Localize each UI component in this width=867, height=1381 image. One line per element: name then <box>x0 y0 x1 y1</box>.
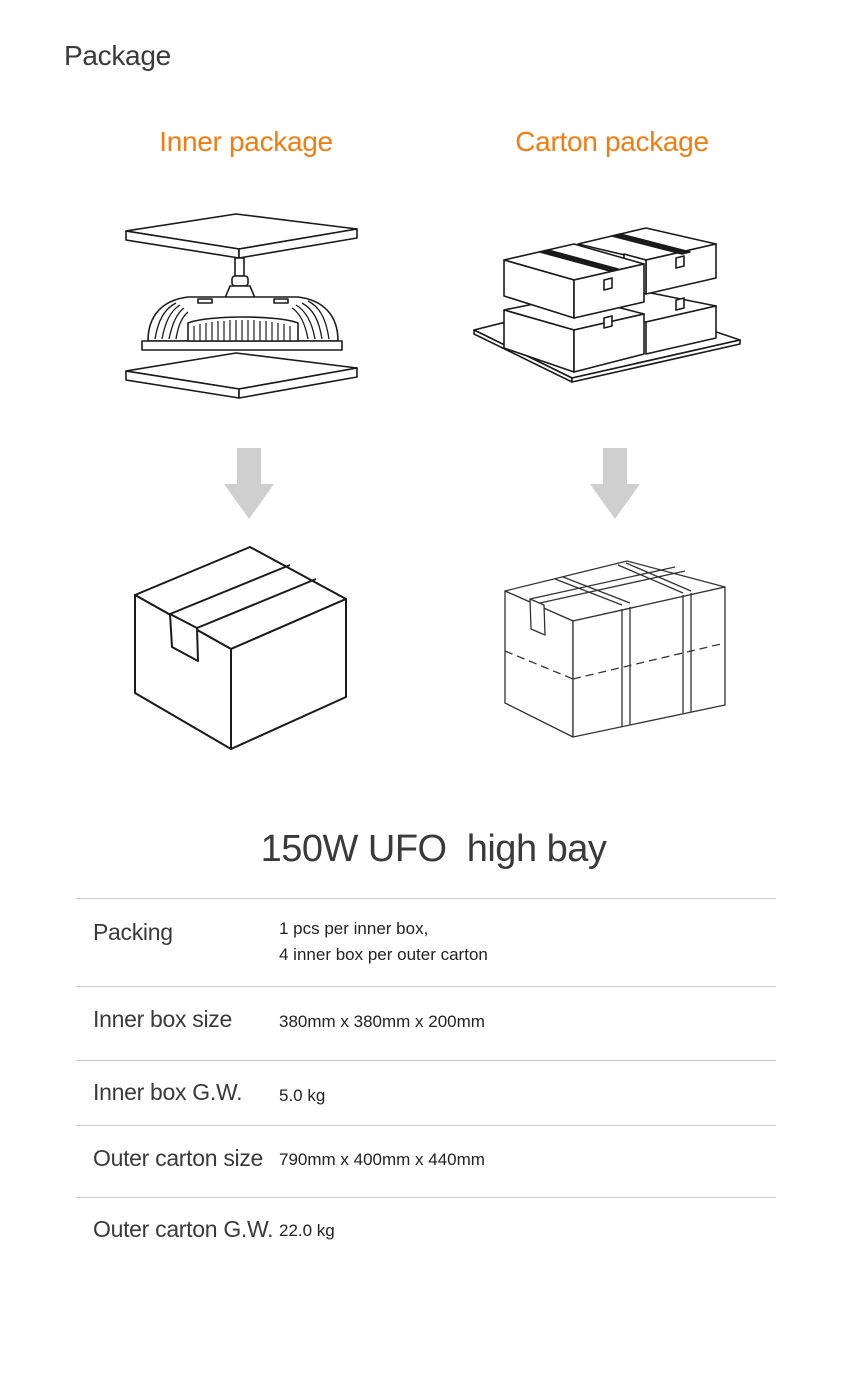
taped-box-icon <box>130 543 352 755</box>
spec-value-line: 790mm x 400mm x 440mm <box>279 1150 485 1169</box>
spec-label: Inner box size <box>93 1006 232 1032</box>
strapped-carton-icon <box>500 557 730 743</box>
spec-value-line: 1 pcs per inner box, <box>279 919 429 938</box>
spec-value <box>279 916 488 968</box>
down-arrow-icon <box>222 448 276 520</box>
carton-package-title: Carton package <box>515 126 709 157</box>
spec-label: Inner box G.W. <box>93 1079 243 1105</box>
spec-row-outer-carton-gw <box>76 1197 776 1267</box>
ufo-light-foam-illustration <box>118 205 368 405</box>
boxes-on-pallet-illustration <box>470 222 746 387</box>
spec-value-line: 5.0 kg <box>279 1086 326 1105</box>
spec-value <box>279 1218 335 1244</box>
product-title: 150W UFO high bay <box>260 828 607 870</box>
spec-row-packing <box>76 898 776 986</box>
spec-label: Outer carton size <box>93 1145 264 1171</box>
spec-value-line: 22.0 kg <box>279 1221 335 1240</box>
spec-row-inner-box-size <box>76 986 776 1060</box>
spec-table <box>76 898 776 1267</box>
spec-row-outer-carton-size <box>76 1125 776 1197</box>
inner-package-title: Inner package <box>159 126 333 157</box>
spec-value <box>279 1009 485 1035</box>
spec-label: Outer carton G.W. <box>93 1216 274 1242</box>
spec-row-inner-box-gw <box>76 1060 776 1125</box>
section-title: Package <box>64 40 171 71</box>
down-arrow-icon <box>588 448 642 520</box>
spec-value-line: 4 inner box per outer carton <box>279 945 488 964</box>
spec-label: Packing <box>93 919 173 945</box>
spec-value <box>279 1147 485 1173</box>
spec-value-line: 380mm x 380mm x 200mm <box>279 1012 485 1031</box>
spec-value <box>279 1083 325 1109</box>
